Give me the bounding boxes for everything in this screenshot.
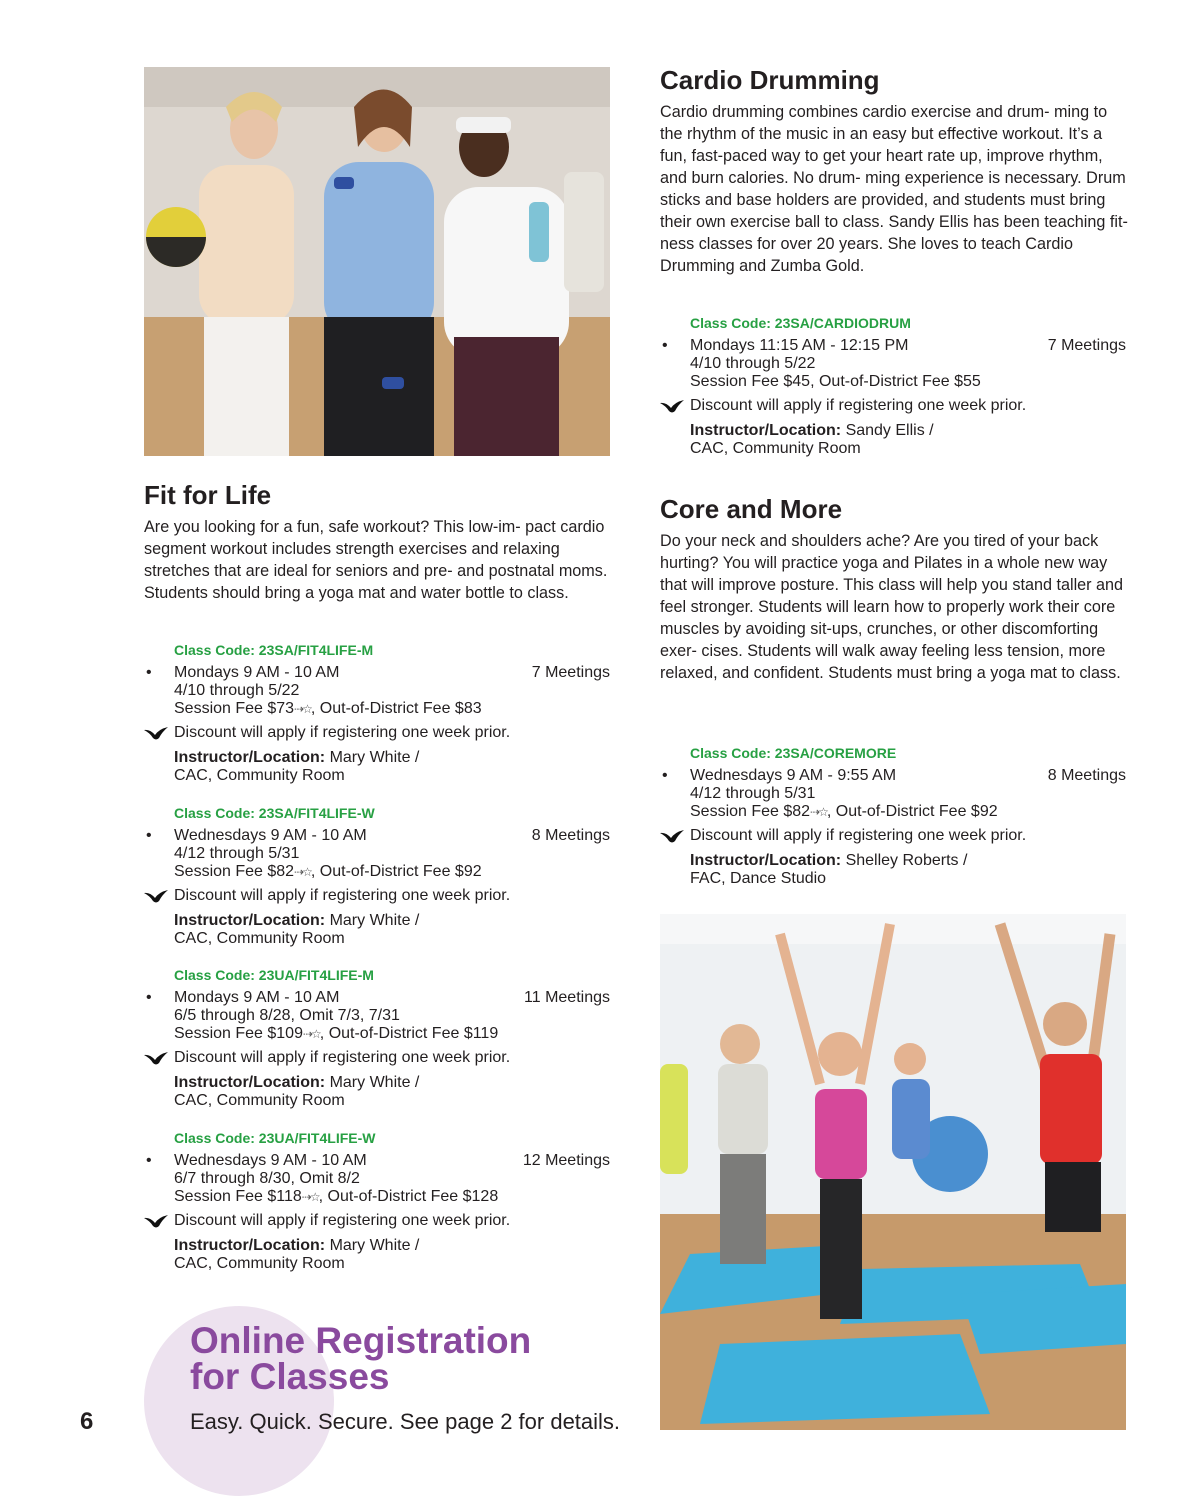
class-fees — [144, 1188, 610, 1206]
session-fee: Session Fee $109 — [174, 1025, 303, 1042]
discount-note — [144, 1212, 610, 1230]
out-of-district-fee: , Out-of-District Fee $128 — [318, 1188, 499, 1205]
session-fee: Session Fee $118 — [174, 1188, 302, 1205]
discount-note — [660, 827, 1126, 845]
class-meetings: 12 Meetings — [522, 1152, 610, 1169]
star-icon: ⇢☆ — [810, 805, 827, 819]
class-fees — [144, 700, 610, 718]
registration-title-line1: Online Registration — [190, 1320, 532, 1361]
photo-yoga-class — [660, 914, 1126, 1430]
discount-text: Discount will apply if registering one week prior. — [174, 1212, 511, 1229]
class-dates: 4/10 through 5/22 — [690, 355, 816, 372]
discount-note — [144, 724, 610, 742]
class-meetings: 8 Meetings — [1047, 767, 1126, 784]
class-schedule-row — [144, 989, 610, 1007]
session-fee: Session Fee $82 — [174, 863, 295, 880]
instructor-location — [144, 912, 610, 948]
class-code: Class Code: 23UA/FIT4LIFE-M — [174, 967, 374, 983]
class-listing — [144, 966, 610, 1110]
instructor-label: Instructor/Location: — [174, 912, 326, 929]
class-schedule: Wednesdays 9 AM - 10 AM — [174, 827, 367, 844]
instructor-location — [660, 422, 1126, 458]
instructor-name: Mary White / — [329, 1237, 420, 1254]
section-title: Fit for Life — [144, 480, 272, 510]
class-location: CAC, Community Room — [174, 767, 345, 784]
instructor-label: Instructor/Location: — [174, 1074, 326, 1091]
instructor-name: Shelley Roberts / — [845, 852, 968, 869]
instructor-name: Mary White / — [329, 1074, 420, 1091]
section-fit-for-life — [144, 480, 610, 604]
star-icon: ⇢☆ — [294, 865, 311, 879]
class-location: CAC, Community Room — [690, 440, 861, 457]
discount-bird-icon — [144, 727, 168, 741]
section-cardio-drumming — [660, 65, 1128, 277]
class-schedule-row — [144, 1152, 610, 1170]
class-location: CAC, Community Room — [174, 1092, 345, 1109]
discount-note — [660, 397, 1126, 415]
class-code: Class Code: 23SA/FIT4LIFE-W — [174, 805, 375, 821]
session-fee: Session Fee $45, Out-of-District Fee $55 — [690, 373, 981, 390]
instructor-name: Mary White / — [329, 749, 420, 766]
section-title: Core and More — [660, 494, 843, 524]
bullet: • — [662, 337, 668, 354]
class-meetings: 7 Meetings — [1047, 337, 1126, 354]
star-icon: ⇢☆ — [301, 1190, 319, 1204]
discount-text: Discount will apply if registering one week prior. — [174, 1049, 511, 1066]
page-number: 6 — [80, 1408, 94, 1435]
class-meetings: 8 Meetings — [531, 827, 610, 844]
class-dates: 4/10 through 5/22 — [174, 682, 300, 699]
discount-bird-icon — [144, 1215, 168, 1229]
discount-text: Discount will apply if registering one week prior. — [174, 724, 511, 741]
section-title: Cardio Drumming — [660, 65, 880, 95]
discount-note — [144, 887, 610, 905]
photo-pregnant-women-fitness — [144, 67, 610, 456]
class-dates: 4/12 through 5/31 — [690, 785, 816, 802]
instructor-label: Instructor/Location: — [690, 852, 842, 869]
class-dates: 6/7 through 8/30, Omit 8/2 — [174, 1170, 360, 1187]
section-description: Do your neck and shoulders ache? Are you tired of your back hurting? You will practice yoga and Pilates in a whole new way that will improve posture. This class will help you stand taller and feel stronger. Students will learn how to properly work their core muscles by avoiding sit-ups, crunches, or other discomforting exer- cises. Students will walk away feeling less tension, more relaxed, and confident. Students must bring a yoga mat to class. — [660, 532, 1124, 682]
session-fee: Session Fee $73 — [174, 700, 295, 717]
class-fees — [660, 373, 1126, 391]
class-code: Class Code: 23SA/FIT4LIFE-M — [174, 642, 374, 658]
discount-text: Discount will apply if registering one week prior. — [174, 887, 511, 904]
class-fees — [660, 803, 1126, 821]
class-schedule: Mondays 11:15 AM - 12:15 PM — [690, 337, 909, 354]
class-meetings: 11 Meetings — [524, 989, 610, 1006]
class-listing — [660, 744, 1126, 888]
bullet: • — [146, 989, 152, 1006]
class-listing — [144, 641, 610, 785]
section-core-and-more — [660, 494, 1128, 684]
bullet: • — [146, 1152, 152, 1169]
out-of-district-fee: , Out-of-District Fee $83 — [310, 700, 482, 717]
class-schedule-row — [144, 827, 610, 845]
class-schedule-row — [660, 767, 1126, 785]
discount-note — [144, 1049, 610, 1067]
section-description: Cardio drumming combines cardio exercise and drum- ming to the rhythm of the music in an easy but effective workout. It’s a fun, fast-paced way to get your heart rate up, improve rhythm, and burn calories. No drum- ming experience is necessary. Drum sticks and base holders are provided, and students must bring their own exercise ball to class. Sandy Ellis has been teaching fit- ness classes for over 20 years. She loves to teach Cardio Drumming and Zumba Gold. — [660, 103, 1128, 275]
registration-title[interactable] — [190, 1320, 532, 1397]
class-code: Class Code: 23SA/CARDIODRUM — [690, 315, 911, 331]
registration-subtitle: Easy. Quick. Secure. See page 2 for details. — [190, 1409, 621, 1434]
class-code: Class Code: 23SA/COREMORE — [690, 745, 897, 761]
class-listing — [660, 314, 1126, 458]
class-location: CAC, Community Room — [174, 1255, 345, 1272]
class-listing — [144, 804, 610, 948]
discount-text: Discount will apply if registering one week prior. — [690, 397, 1027, 414]
discount-bird-icon — [660, 400, 684, 414]
out-of-district-fee: , Out-of-District Fee $119 — [319, 1025, 499, 1042]
class-schedule: Wednesdays 9 AM - 9:55 AM — [690, 767, 897, 784]
class-location: CAC, Community Room — [174, 930, 345, 947]
discount-text: Discount will apply if registering one week prior. — [690, 827, 1027, 844]
class-dates: 4/12 through 5/31 — [174, 845, 300, 862]
discount-bird-icon — [144, 1052, 168, 1066]
instructor-label: Instructor/Location: — [174, 1237, 326, 1254]
class-meetings: 7 Meetings — [531, 664, 610, 681]
bullet: • — [146, 664, 152, 681]
class-dates: 6/5 through 8/28, Omit 7/3, 7/31 — [174, 1007, 400, 1024]
registration-title-line2: for Classes — [190, 1356, 390, 1397]
instructor-location — [660, 852, 1126, 888]
instructor-name: Mary White / — [329, 912, 420, 929]
class-fees — [144, 863, 610, 881]
section-description: Are you looking for a fun, safe workout? This low-im- pact cardio segment workout includes strength exercises and relaxing stretches that are ideal for seniors and pre- and postnatal moms. Students should bring a yoga mat and water bottle to class. — [144, 518, 608, 602]
class-schedule-row — [660, 337, 1126, 355]
discount-bird-icon — [144, 890, 168, 904]
class-fees — [144, 1025, 610, 1043]
instructor-location — [144, 1074, 610, 1110]
class-listing — [144, 1129, 610, 1273]
out-of-district-fee: , Out-of-District Fee $92 — [826, 803, 998, 820]
class-schedule-row — [144, 664, 610, 682]
class-schedule: Wednesdays 9 AM - 10 AM — [174, 1152, 367, 1169]
class-schedule: Mondays 9 AM - 10 AM — [174, 989, 340, 1006]
bullet: • — [662, 767, 668, 784]
star-icon: ⇢☆ — [302, 1027, 320, 1041]
out-of-district-fee: , Out-of-District Fee $92 — [310, 863, 482, 880]
class-code: Class Code: 23UA/FIT4LIFE-W — [174, 1130, 376, 1146]
instructor-location — [144, 749, 610, 785]
instructor-location — [144, 1237, 610, 1273]
session-fee: Session Fee $82 — [690, 803, 811, 820]
bullet: • — [146, 827, 152, 844]
class-schedule: Mondays 9 AM - 10 AM — [174, 664, 340, 681]
instructor-label: Instructor/Location: — [174, 749, 326, 766]
instructor-label: Instructor/Location: — [690, 422, 842, 439]
star-icon: ⇢☆ — [294, 702, 311, 716]
instructor-name: Sandy Ellis / — [845, 422, 934, 439]
discount-bird-icon — [660, 830, 684, 844]
class-location: FAC, Dance Studio — [690, 870, 827, 887]
